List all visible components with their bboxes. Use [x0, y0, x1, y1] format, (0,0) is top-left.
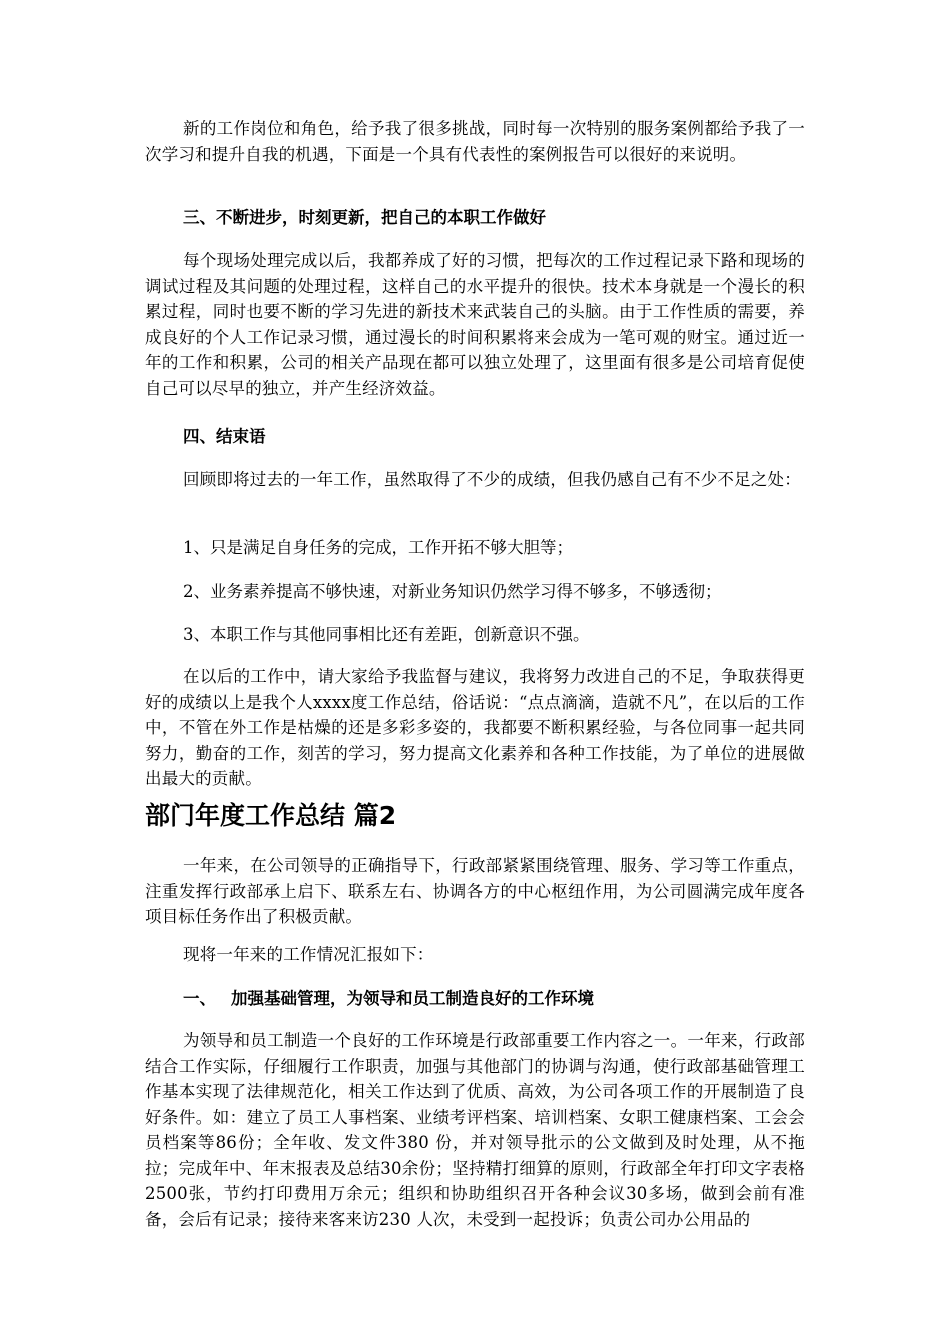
paragraph-new-role: 新的工作岗位和角色，给予我了很多挑战，同时每一次特别的服务案例都给予我了一次学习和提升自我的机遇，下面是一个具有代表性的案例报告可以很好的来说明。: [145, 119, 805, 164]
section-title-part-2: 部门年度工作总结 篇2: [145, 801, 397, 830]
paragraph-basic-management: 为领导和员工制造一个良好的工作环境是行政部重要工作内容之一。一年来，行政部结合工作实际，仔细履行工作职责，加强与其他部门的协调与沟通，使行政部基础管理工作基本实现了法律规范化，相关工作达到了优质、高效，为公司各项工作的开展制造了良好条件。如：建立了员工人事档案、业绩考评档案、培训档案、女职工健康档案、工会会员档案等86份；全年收、发文件380 份，并对领导批示的公文做到及时处理，从不拖拉；完成年中、年末报表及总结30余份；坚持精打细算的原则，行政部全年打印文字表格2500张，节约打印费用万余元；组织和协助组织召开各种会议30多场，做到会前有准备，会后有记录；接待来客来访230 人次，未受到一起投诉；负责公司办公用品的: [145, 1031, 805, 1229]
heading-item-one-number: 一、: [183, 989, 216, 1008]
list-item-shortcoming-1: 1、只是满足自身任务的完成，工作开拓不够大胆等；: [183, 538, 573, 557]
paragraph-review: 回顾即将过去的一年工作，虽然取得了不少的成绩，但我仍感自己有不少不足之处：: [183, 470, 801, 489]
heading-section-four: 四、结束语: [183, 427, 266, 446]
heading-item-one: [183, 986, 594, 1011]
list-item-shortcoming-3: 3、本职工作与其他同事相比还有差距，创新意识不强。: [183, 625, 590, 644]
paragraph-work-records: 每个现场处理完成以后，我都养成了好的习惯，把每次的工作过程记录下路和现场的调试过程及其问题的处理过程，这样自己的水平提升的很快。技术本身就是一个漫长的积累过程，同时也要不断的学习先进的新技术来武装自己的头脑。由于工作性质的需要，养成良好的个人工作记录习惯，通过漫长的时间积累将来会成为一笔可观的财宝。通过近一年的工作和积累，公司的相关产品现在都可以独立处理了，这里面有很多是公司培育促使自己可以尽早的独立，并产生经济效益。: [145, 251, 805, 398]
paragraph-future-work: 在以后的工作中，请大家给予我监督与建议，我将努力改进自己的不足，争取获得更好的成绩以上是我个人xxxx度工作总结，俗话说：“点点滴滴，造就不凡”，在以后的工作中，不管在外工作是枯燥的还是多彩多姿的，我都要不断积累经验，与各位同事一起共同努力，勤奋的工作，刻苦的学习，努力提高文化素养和各种工作技能，为了单位的进展做出最大的贡献。: [145, 667, 805, 788]
heading-section-three: 三、不断进步，时刻更新，把自己的本职工作做好: [183, 208, 546, 227]
heading-item-one-text: 加强基础管理，为领导和员工制造良好的工作环境: [231, 989, 594, 1008]
list-item-shortcoming-2: 2、业务素养提高不够快速，对新业务知识仍然学习得不够多，不够透彻；: [183, 582, 722, 601]
paragraph-report-intro: 现将一年来的工作情况汇报如下：: [183, 945, 434, 964]
paragraph-year-overview: 一年来，在公司领导的正确指导下，行政部紧紧围绕管理、服务、学习等工作重点，注重发挥行政部承上启下、联系左右、协调各方的中心枢纽作用，为公司圆满完成年度各项目标任务作出了积极贡献。: [145, 856, 805, 926]
